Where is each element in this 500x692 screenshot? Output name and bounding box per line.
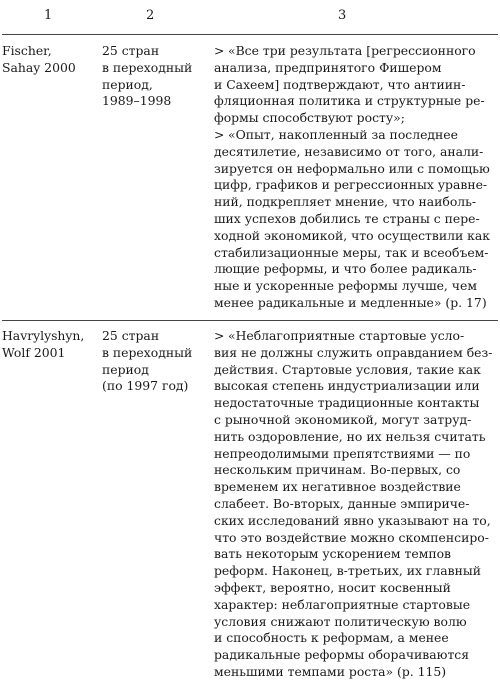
quote-line: с рыночной экономикой, могут затруд- xyxy=(214,411,472,427)
quote-line: фляционная политика и структурные ре- xyxy=(214,93,485,109)
quote-line: десятилетие, независимо от того, анали- xyxy=(214,143,484,159)
row-1-sample xyxy=(102,43,210,110)
row-divider xyxy=(2,320,498,321)
quote-line: высокая степень индустриализации или xyxy=(214,378,480,394)
quote-line: анализа, предпринятого Фишером xyxy=(214,59,442,75)
quote-text: «Неблагоприятные стартовые усло- xyxy=(228,328,465,343)
row-2-sample-line: период xyxy=(102,361,149,377)
quote-line xyxy=(214,328,496,345)
row-2-quotes xyxy=(214,328,496,681)
row-1-sample-line: 25 стран xyxy=(102,43,160,58)
quote-line: ших успехов добились те страны с пере- xyxy=(214,210,480,226)
row-1-sample-line: 1989–1998 xyxy=(102,93,172,109)
quote-line: нескольким причинам. Во-первых, со xyxy=(214,462,461,478)
row-1-sample-line: период, xyxy=(102,76,153,92)
row-1-quotes xyxy=(214,43,496,312)
quote-line: слабеет. Во-вторых, данные эмпириче- xyxy=(214,495,470,511)
quote-marker: > xyxy=(214,126,225,142)
row-1-sample-line: в переходный xyxy=(102,59,193,75)
quote-line: ходной экономикой, что осуществили как xyxy=(214,227,491,243)
quote-marker: > xyxy=(214,328,225,343)
row-2-sample xyxy=(102,328,210,395)
quote-line xyxy=(214,127,496,144)
quote-text: «Опыт, накопленный за последнее xyxy=(228,126,458,142)
quote-line: ских исследований явно указывают на то, xyxy=(214,512,491,528)
row-1-author xyxy=(2,43,94,77)
row-2-author xyxy=(2,328,94,362)
quote-line: радикальные реформы оборачиваются xyxy=(214,647,470,663)
quote-line: реформ. Наконец, в-третьих, их главный xyxy=(214,563,481,579)
quote-marker: > xyxy=(214,43,225,58)
quote-line: условия снижают политическую волю xyxy=(214,613,467,629)
row-1-author-line: Sahay 2000 xyxy=(2,59,76,75)
quote-line: зируется он неформально или с помощью xyxy=(214,160,490,176)
row-2-sample-line: в переходный xyxy=(102,344,193,360)
quote-line: вия не должны служить оправданием без- xyxy=(214,344,493,360)
quote-line: вать некоторым ускорением темпов xyxy=(214,546,452,562)
quote-line: стабилизационные меры, так и всеобъем- xyxy=(214,244,489,260)
column-header-3: 3 xyxy=(338,8,347,23)
quote-line: ний, подкрепляет мнение, что наиболь- xyxy=(214,194,477,210)
quote-line: цифр, графиков и регрессионных уравне- xyxy=(214,177,488,193)
row-2-author-line: Wolf 2001 xyxy=(2,344,66,360)
quote-line: непреодолимыми препятствиями — по xyxy=(214,445,471,461)
quote-line xyxy=(214,43,496,60)
row-2-sample-line: (по 1997 год) xyxy=(102,378,189,394)
quote-line: формы способствуют росту»; xyxy=(214,110,405,126)
quote-line: и способность к реформам, а менее xyxy=(214,630,449,646)
quote-line: ные и ускоренные реформы лучше, чем xyxy=(214,278,477,294)
quote-line: менее радикальные и медленные» (p. 17) xyxy=(214,294,487,310)
quote-line: лющие реформы, и что более радикаль- xyxy=(214,261,477,277)
quote-line: что это воздействие можно скомпенсиро- xyxy=(214,529,489,545)
quote-text: «Все три результата [регрессионного xyxy=(228,43,476,58)
quote-line: меньшими темпами роста» (p. 115) xyxy=(214,663,447,679)
quote-line: нить оздоровление, но их нельзя считать xyxy=(214,428,486,444)
column-header-2: 2 xyxy=(146,8,155,23)
row-2-author-line: Havrylyshyn, xyxy=(2,328,85,343)
quote-line: недостаточные традиционные контакты xyxy=(214,395,480,411)
quote-line: действия. Стартовые условия, такие как xyxy=(214,361,481,377)
row-1-author-line: Fischer, xyxy=(2,43,52,58)
quote-line: характер: неблагоприятные стартовые xyxy=(214,596,471,612)
quote-line: эффект, вероятно, носит косвенный xyxy=(214,579,451,595)
column-header-1: 1 xyxy=(44,8,53,23)
header-divider xyxy=(2,34,498,35)
quote-line: временем их негативное воздействие xyxy=(214,479,461,495)
row-2-sample-line: 25 стран xyxy=(102,328,160,343)
quote-line: и Сахеем] подтверждают, что антиин- xyxy=(214,76,466,92)
